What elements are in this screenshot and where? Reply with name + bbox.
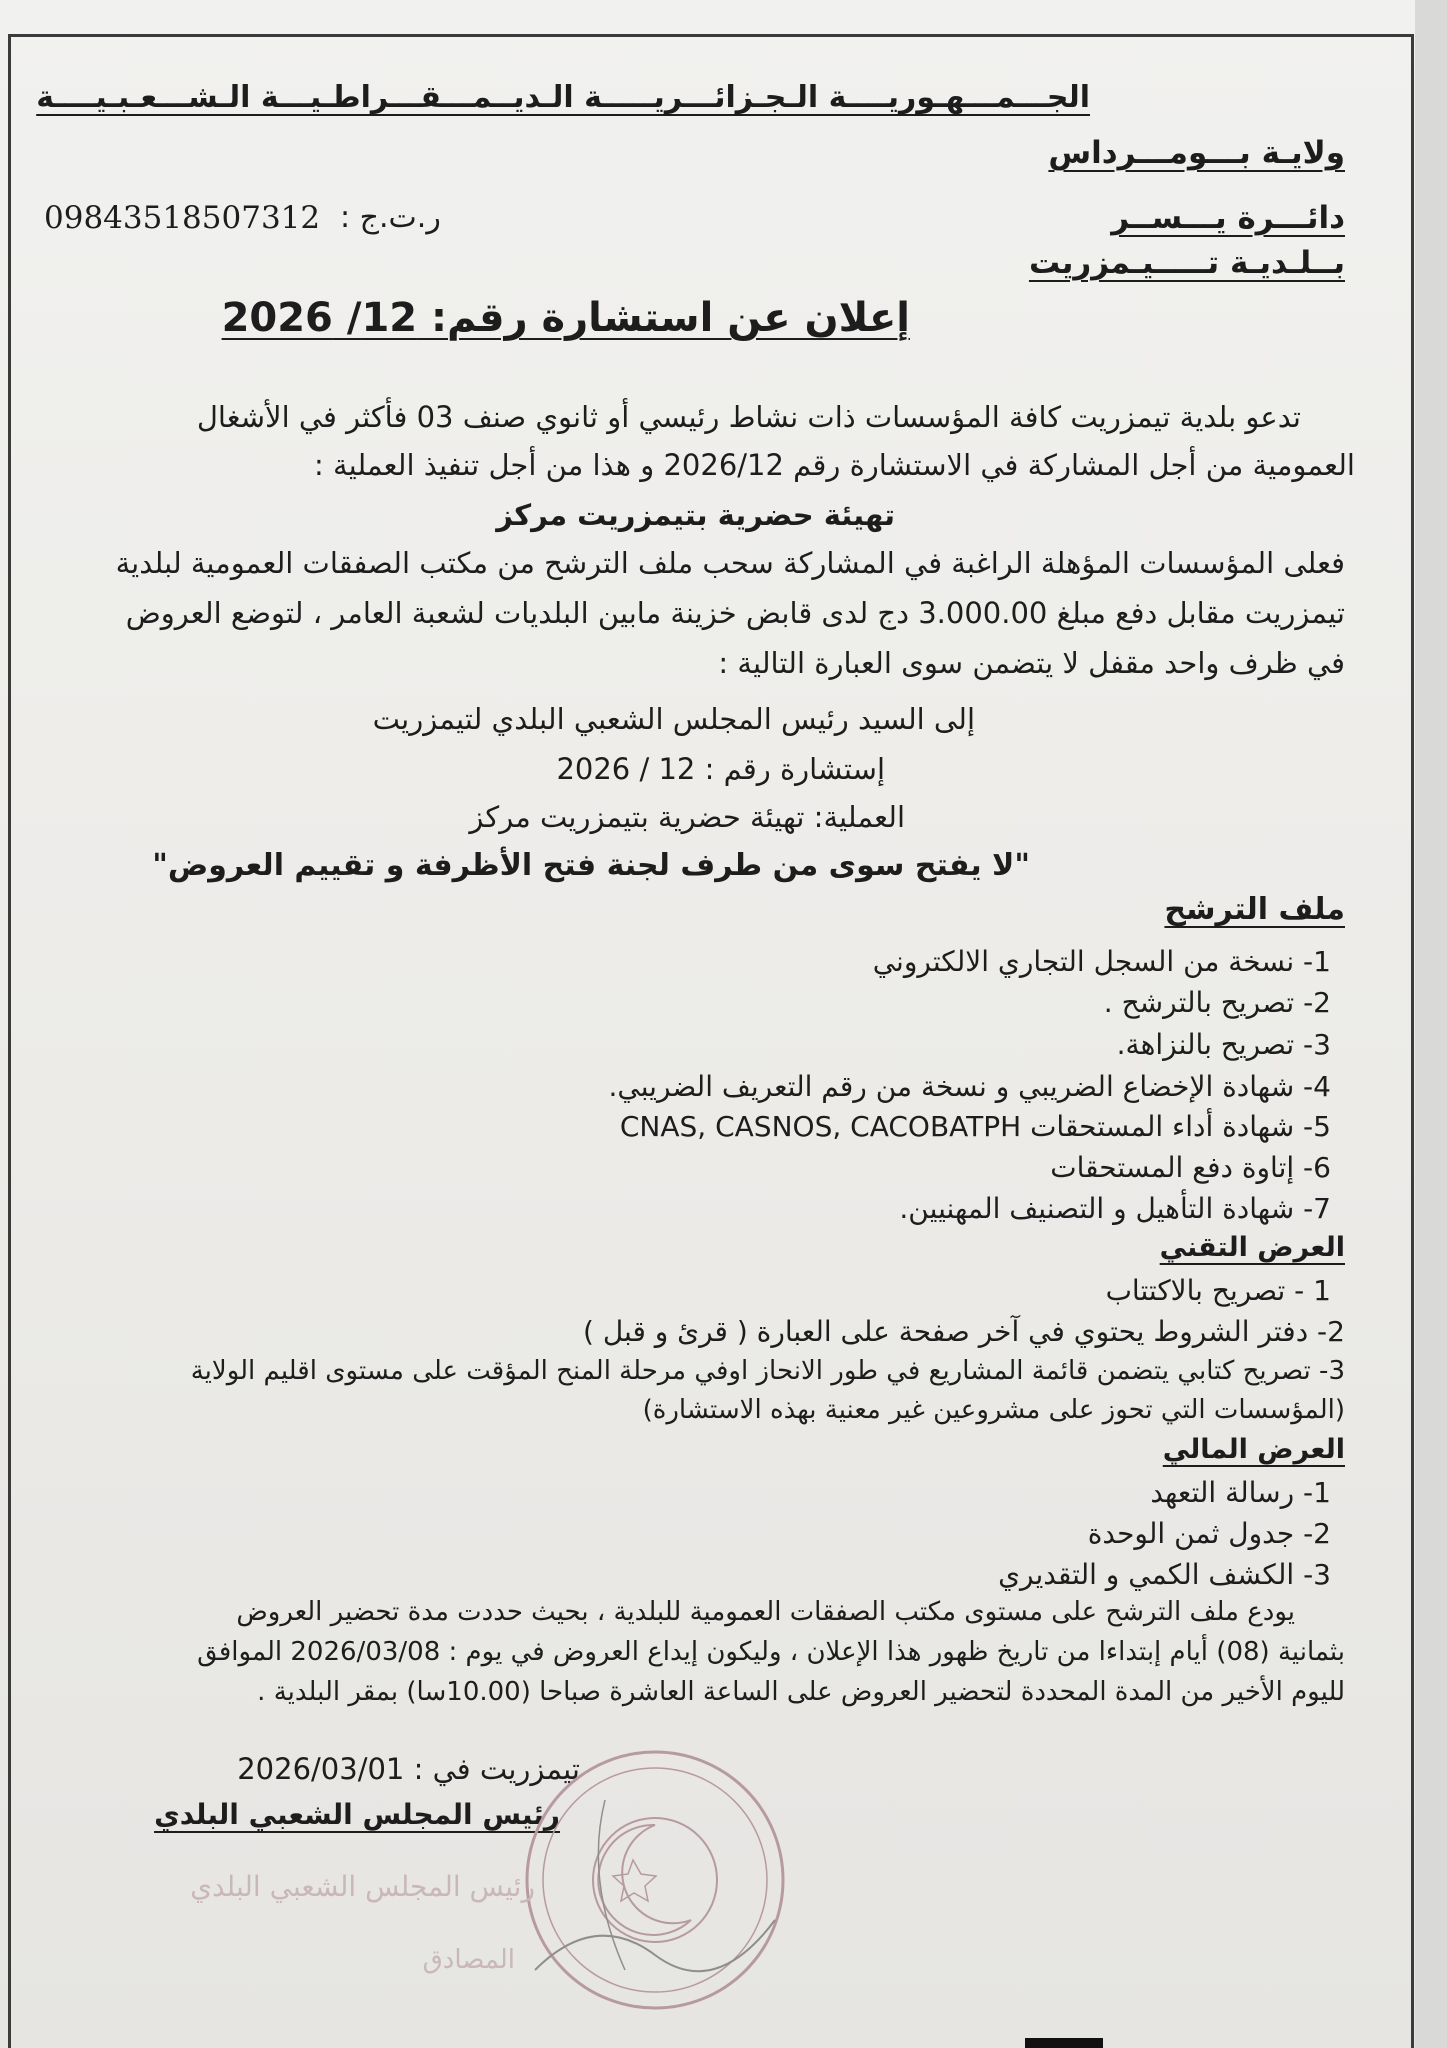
financial-item: 3- الكشف الكمي و التقديري (998, 1558, 1331, 1591)
technical-item: 2- دفتر الشروط يحتوي في آخر صفحة على العبارة ( قرئ و قبل ) (583, 1315, 1345, 1348)
signer-title: رئيس المجلس الشعبي البلدي (154, 1798, 560, 1831)
financial-item: 1- رسالة التعهد (1150, 1476, 1331, 1509)
deadline-line: يودع ملف الترشح على مستوى مكتب الصفقات العمومية للبلدية ، بحيث حددت مدة تحضير العروض (236, 1597, 1295, 1627)
faded-stamp-word: المصادق (422, 1945, 515, 1975)
candidacy-item: 5- شهادة أداء المستحقات CNAS, CASNOS, CACOBATPH (619, 1110, 1331, 1143)
official-seal-icon (515, 1740, 795, 2020)
envelope-operation: العملية: تهيئة حضرية بتيمزريت مركز (469, 800, 905, 834)
candidacy-item: 4- شهادة الإخضاع الضريبي و نسخة من رقم التعريف الضريبي. (608, 1070, 1331, 1103)
body-line-2: العمومية من أجل المشاركة في الاستشارة رقم 2026/12 و هذا من أجل تنفيذ العملية : (314, 448, 1355, 482)
envelope-notice: "لا يفتح سوى من طرف لجنة فتح الأظرفة و تقييم العروض" (152, 848, 1030, 883)
technical-item: 3- تصريح كتابي يتضمن قائمة المشاريع في طور الانحاز اوفي مرحلة المنح المؤقت على مستوى اقليم الولاية (190, 1356, 1345, 1386)
operation-name: تهيئة حضرية بتيمزريت مركز (496, 498, 895, 532)
financial-item: 2- جدول ثمن الوحدة (1087, 1517, 1331, 1550)
wilaya-label: ولايـة بـــومـــرداس (1048, 135, 1345, 171)
body-line-5: تيمزريت مقابل دفع مبلغ 3.000.00 دج لدى قابض خزينة مابين البلديات لشعبة العامر ، لتوضع العروض (125, 596, 1345, 630)
technical-item-note: (المؤسسات التي تحوز على مشروعين غير معنية بهذه الاستشارة) (642, 1395, 1345, 1425)
announcement-title: إعلان عن استشارة رقم: 12/ 2026 (221, 295, 910, 341)
candidacy-item: 3- تصريح بالنزاهة. (1116, 1028, 1331, 1061)
rc-number: 09843518507312 (44, 200, 321, 236)
republic-heading: الجـــمـــهـوريــــة الـجـزائـــريـــــة الـديــمـــقـــراطـيـــة الـشـــعـبـيــــة (36, 80, 1090, 115)
candidacy-item: 6- إتاوة دفع المستحقات (1050, 1151, 1331, 1184)
candidacy-heading: ملف الترشح (1164, 892, 1345, 927)
deadline-line: لليوم الأخير من المدة المحددة لتحضير العروض على الساعة العاشرة صباحا (10.00سا) بمقر البلدية . (257, 1677, 1345, 1707)
technical-item: 1 - تصريح بالاكتتاب (1105, 1274, 1331, 1307)
body-line-4: فعلى المؤسسات المؤهلة الراغبة في المشاركة سحب ملف الترشح من مكتب الصفقات العمومية لبلدية (115, 546, 1345, 580)
technical-heading: العرض التقني (1159, 1232, 1345, 1263)
baladiya-label: بــلـديـة تـــــيـمزريت (1028, 245, 1345, 281)
deadline-line: بثمانية (08) أيام إبتداءا من تاريخ ظهور هذا الإعلان ، وليكون إيداع العروض في يوم : 2026/03/08 الموافق (197, 1637, 1345, 1667)
financial-heading: العرض المالي (1162, 1434, 1345, 1465)
place-date: تيمزريت في : 2026/03/01 (237, 1752, 580, 1786)
candidacy-item: 2- تصريح بالترشح . (1103, 986, 1331, 1019)
candidacy-item: 7- شهادة التأهيل و التصنيف المهنيين. (899, 1192, 1331, 1225)
candidacy-item: 1- نسخة من السجل التجاري الالكتروني (872, 945, 1331, 978)
body-line-6: في ظرف واحد مقفل لا يتضمن سوى العبارة التالية : (718, 646, 1345, 680)
rc-label: ر.ت.ج : (340, 200, 441, 235)
edge-mark (1025, 2038, 1103, 2048)
daira-label: دائـــرة يـــســر (1111, 200, 1345, 236)
body-line-1: تدعو بلدية تيمزريت كافة المؤسسات ذات نشاط رئيسي أو ثانوي صنف 03 فأكثر في الأشغال (196, 400, 1301, 434)
envelope-addressee: إلى السيد رئيس المجلس الشعبي البلدي لتيمزريت (372, 702, 975, 736)
envelope-ref: إستشارة رقم : 12 / 2026 (556, 752, 885, 786)
faded-stamp-line: رئيس المجلس الشعبي البلدي (190, 1870, 535, 1903)
